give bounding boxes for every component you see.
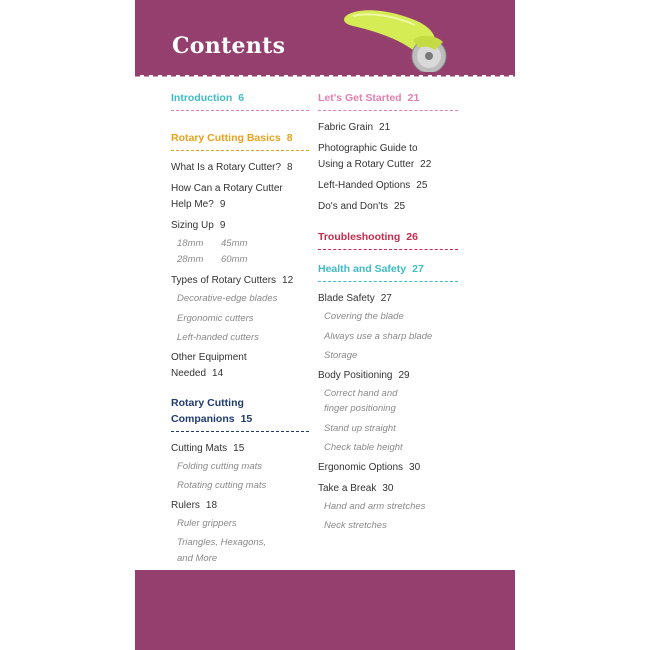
toc-subitem: Decorative-edge blades [177, 293, 278, 304]
section-label: Introduction [171, 92, 233, 104]
toc-section-health[interactable]: Health and Safety 27 [318, 261, 458, 282]
toc-section-introduction[interactable] [171, 90, 309, 111]
toc-item[interactable]: What Is a Rotary Cutter? 8 [171, 162, 293, 173]
toc-subitem: Ruler grippers [177, 517, 237, 529]
toc-item[interactable]: Other Equipment Needed 14 [171, 351, 247, 379]
toc-item[interactable]: Left-Handed Options 25 [318, 180, 428, 191]
toc-item[interactable]: How Can a Rotary Cutter Help Me? 9 [171, 183, 283, 210]
toc-left-column [171, 90, 309, 570]
toc-subitem: Storage [324, 350, 358, 361]
toc-subitem: Hand and arm stretches [324, 500, 426, 512]
toc-subitem: Folding cutting mats [177, 460, 263, 472]
toc-subitem: Always use a sharp blade [324, 330, 433, 342]
toc-subitem: Rotating cutting mats [177, 480, 267, 491]
toc-section-basics[interactable] [171, 130, 309, 151]
contents-page [135, 0, 515, 650]
footer-banner [135, 570, 515, 650]
toc-subitem: Left-handed cutters [177, 332, 259, 343]
page-title: Contents [172, 33, 286, 59]
toc-item[interactable]: Ergonomic Options 30 [318, 461, 421, 473]
toc-section-started[interactable]: Let's Get Started 21 [318, 90, 458, 111]
toc-item[interactable]: Cutting Mats 15 [171, 442, 245, 454]
toc-item[interactable]: Sizing Up 9 [171, 220, 226, 231]
toc-item[interactable]: Fabric Grain 21 [318, 122, 391, 133]
toc-item[interactable]: Body Positioning 29 [318, 369, 410, 381]
header-banner [135, 0, 515, 72]
toc-subitem: Correct hand and finger positioning [324, 387, 398, 414]
toc-subitem: Triangles, Hexagons, and More [177, 537, 267, 564]
toc-item[interactable]: Types of Rotary Cutters 12 [171, 275, 294, 286]
toc-right-column [318, 90, 458, 538]
toc-item[interactable]: Photographic Guide to Using a Rotary Cutter 22 [318, 143, 432, 170]
stitch-border [135, 72, 515, 78]
toc-item[interactable]: Rulers 18 [171, 499, 218, 511]
toc-subitem: Covering the blade [324, 311, 404, 322]
toc-subitem: Stand up straight [324, 422, 396, 434]
toc-section-companions[interactable]: Rotary Cutting Companions 15 [171, 395, 309, 432]
toc-item[interactable]: Do's and Don'ts 25 [318, 201, 406, 212]
toc-subitem: Check table height [324, 442, 403, 453]
section-label: Rotary Cutting Basics [171, 132, 281, 144]
toc-section-troubleshooting[interactable]: Troubleshooting 26 [318, 229, 458, 250]
toc-item[interactable]: Take a Break 30 [318, 482, 394, 494]
toc-subitem: Ergonomic cutters [177, 312, 254, 324]
toc-item[interactable]: Blade Safety 27 [318, 293, 392, 304]
blade-sizes: 18mm 45mm 28mm 60mm [177, 238, 248, 265]
page-number: 8 [286, 132, 293, 144]
toc-subitem: Neck stretches [324, 520, 387, 531]
page-number: 6 [238, 92, 245, 104]
